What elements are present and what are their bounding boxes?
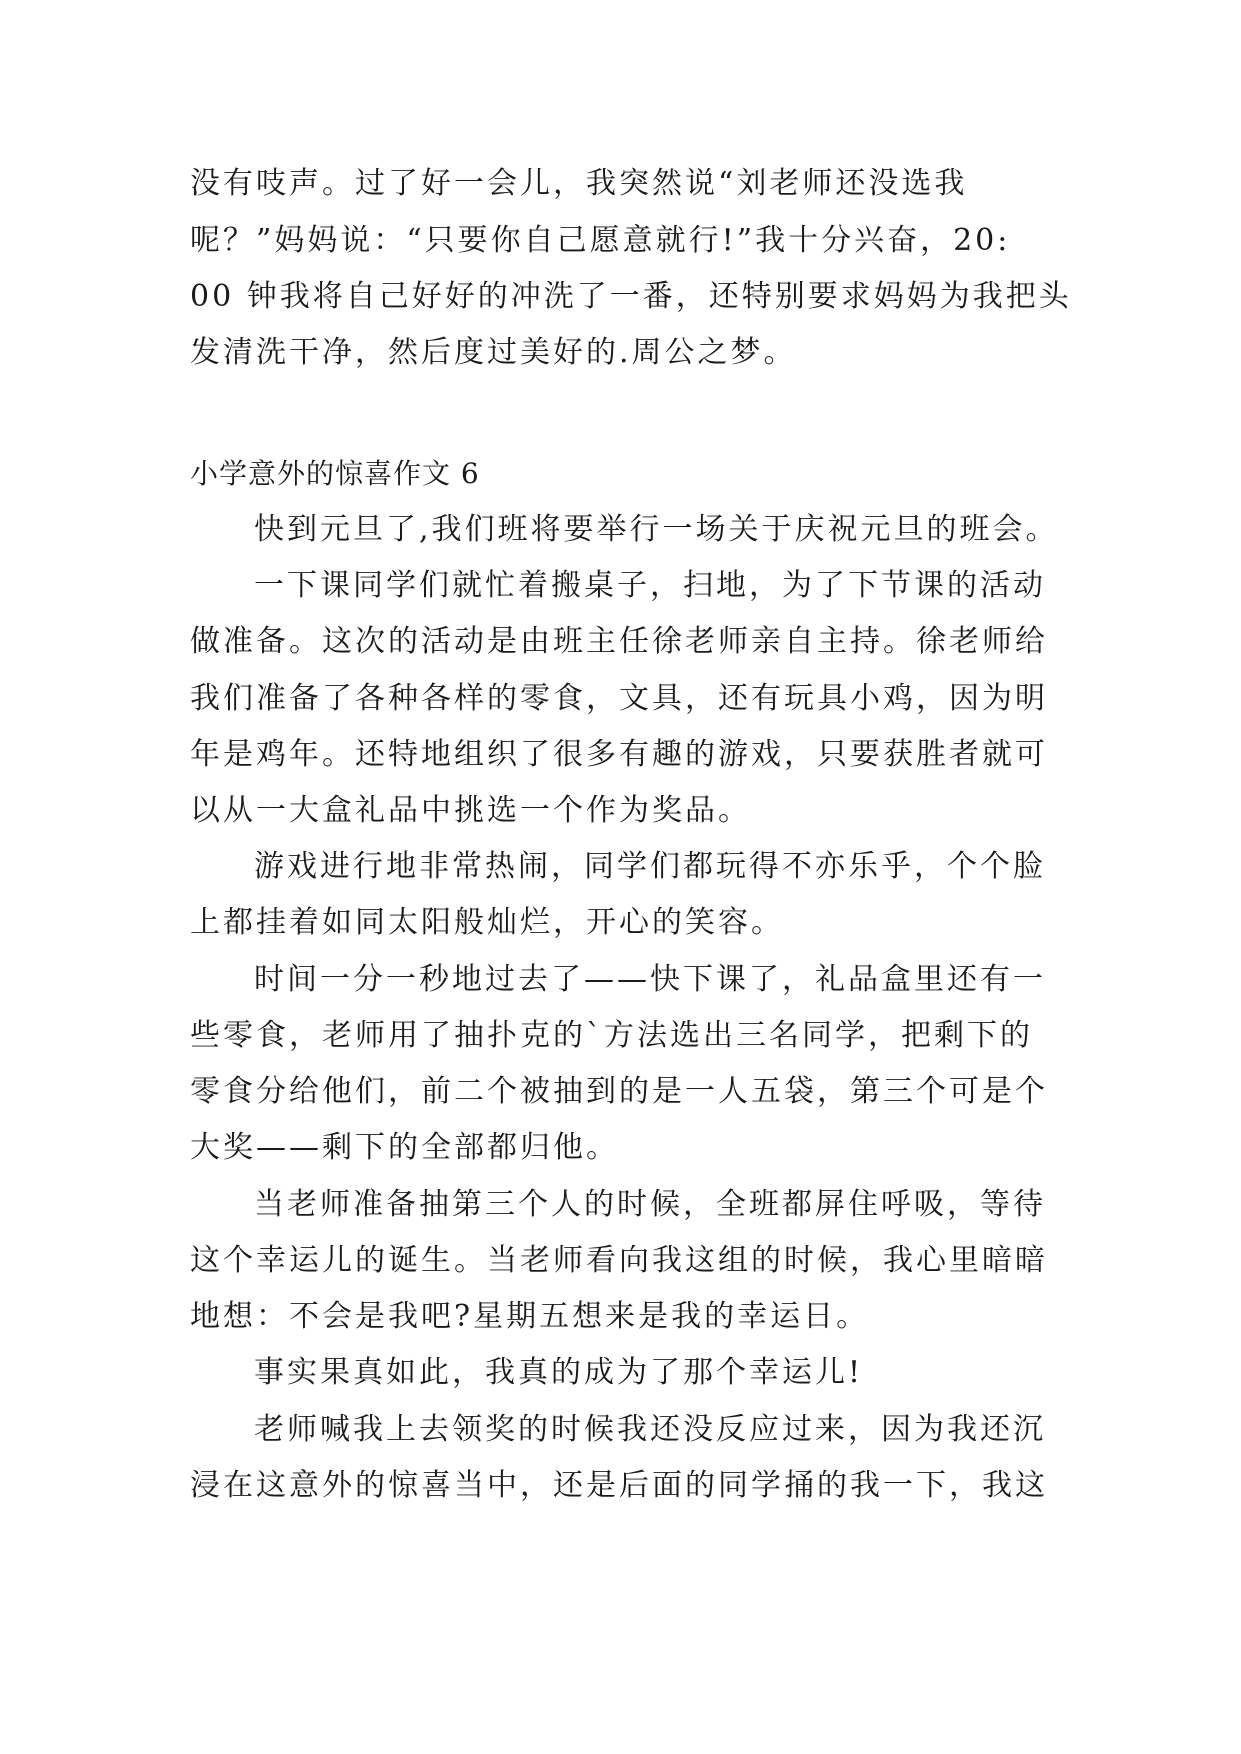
paragraph-2-line-5: 以从一大盒礼品中挑选一个作为奖品。 [190, 793, 751, 828]
paragraph-4-line-3: 零食分给他们，前二个被抽到的是一人五袋，第三个可是个 [190, 1074, 1048, 1109]
paragraph-7-line-2: 浸在这意外的惊喜当中，还是后面的同学捅的我一下，我这 [190, 1468, 1048, 1503]
paragraph-3-line-1: 游戏进行地非常热闹，同学们都玩得不亦乐乎，个个脸 [254, 849, 1046, 884]
paragraph-2-line-1: 一下课同学们就忙着搬桌子，扫地，为了下节课的活动 [254, 568, 1046, 603]
paragraph-4-line-1: 时间一分一秒地过去了——快下课了，礼品盒里还有一 [254, 962, 1046, 997]
paragraph-5-line-3: 地想：不会是我吧?星期五想来是我的幸运日。 [190, 1299, 870, 1334]
paragraph-5-line-1: 当老师准备抽第三个人的时候，全班都屏住呼吸，等待 [254, 1187, 1046, 1222]
paragraph-2-line-3: 我们准备了各种各样的零食，文具，还有玩具小鸡，因为明 [190, 681, 1048, 716]
section-title: 小学意外的惊喜作文 6 [190, 457, 480, 490]
intro-line-3: 00 钟我将自己好好的冲洗了一番，还特别要求妈妈为我把头 [190, 279, 1072, 314]
paragraph-3-line-2: 上都挂着如同太阳般灿烂，开心的笑容。 [190, 905, 784, 940]
paragraph-2-line-4: 年是鸡年。还特地组织了很多有趣的游戏，只要获胜者就可 [190, 737, 1048, 772]
intro-line-1: 没有吱声。过了好一会儿，我突然说“刘老师还没选我 [190, 166, 968, 201]
paragraph-6-line-1: 事实果真如此，我真的成为了那个幸运儿! [254, 1355, 864, 1390]
paragraph-1-line-1: 快到元旦了,我们班将要举行一场关于庆祝元旦的班会。 [254, 512, 1059, 547]
paragraph-2-line-2: 做准备。这次的活动是由班主任徐老师亲自主持。徐老师给 [190, 624, 1048, 659]
paragraph-7-line-1: 老师喊我上去领奖的时候我还没反应过来，因为我还沉 [254, 1412, 1046, 1447]
paragraph-4-line-4: 大奖——剩下的全部都归他。 [190, 1130, 619, 1165]
intro-line-4: 发清洗干净，然后度过美好的.周公之梦。 [190, 335, 797, 370]
intro-line-2: 呢？”妈妈说：“只要你自己愿意就行!”我十分兴奋，20: [190, 223, 1011, 258]
paragraph-5-line-2: 这个幸运儿的诞生。当老师看向我这组的时候，我心里暗暗 [190, 1243, 1048, 1278]
paragraph-4-line-2: 些零食，老师用了抽扑克的`方法选出三名同学，把剩下的 [190, 1018, 1033, 1053]
